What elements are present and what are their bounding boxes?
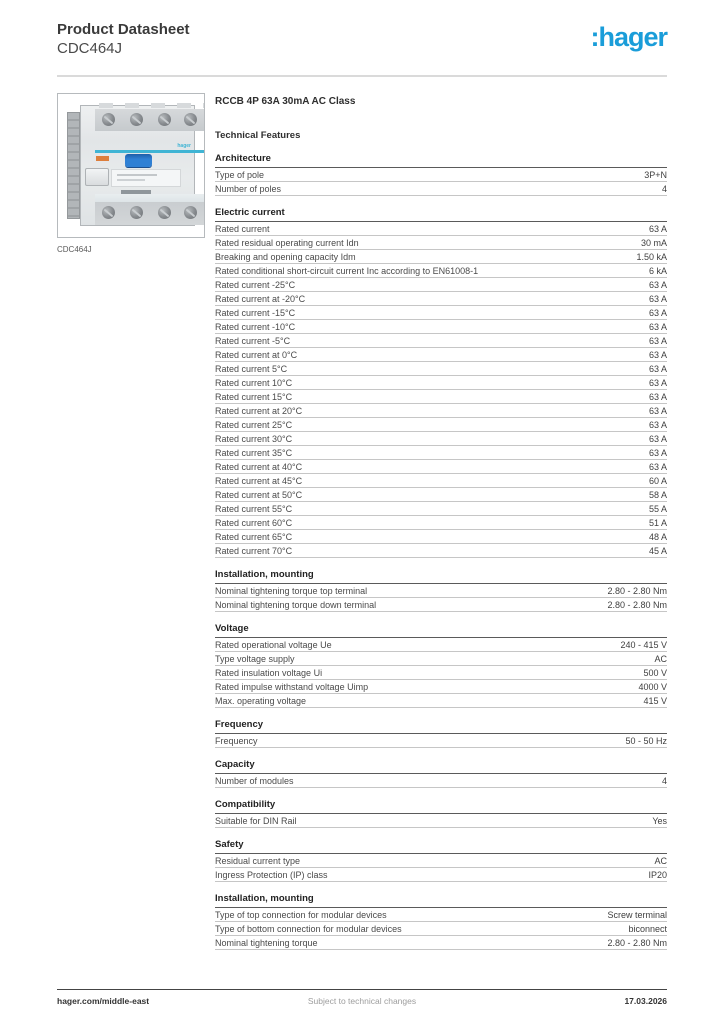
spec-value: 60 A (648, 476, 667, 486)
spec-value: 63 A (648, 420, 667, 430)
spec-row (215, 460, 667, 474)
spec-sections (215, 153, 667, 950)
spec-row (215, 222, 667, 236)
spec-label: Rated current at 40°C (215, 462, 303, 472)
footer-date: 17.03.2026 (624, 996, 667, 1006)
spec-row (215, 774, 667, 788)
spec-row (215, 404, 667, 418)
spec-label: Rated current 25°C (215, 420, 293, 430)
bottom-screw-4 (184, 206, 197, 219)
device-body (80, 105, 195, 226)
spec-section (215, 207, 667, 558)
device-brand-text: hager (177, 143, 191, 149)
spec-value: 1.50 kA (636, 252, 667, 262)
spec-row (215, 432, 667, 446)
spec-label: Rated current 10°C (215, 378, 293, 388)
spec-section (215, 759, 667, 788)
spec-value: 50 - 50 Hz (625, 736, 667, 746)
section-title: Installation, mounting (215, 569, 667, 584)
product-image (57, 93, 205, 238)
spec-row (215, 334, 667, 348)
spec-row (215, 936, 667, 950)
spec-row (215, 446, 667, 460)
spec-label: Rated current -25°C (215, 280, 296, 290)
spec-label: Rated current (215, 224, 270, 234)
spec-row (215, 652, 667, 666)
spec-value: Screw terminal (607, 910, 667, 920)
spec-value: 4 (661, 184, 667, 194)
spec-column (215, 93, 667, 950)
spec-row (215, 544, 667, 558)
rating-label-panel (111, 169, 181, 187)
spec-value: 55 A (648, 504, 667, 514)
top-screw-1 (102, 113, 115, 126)
spec-value: 30 mA (640, 238, 667, 248)
spec-row (215, 168, 667, 182)
section-title: Installation, mounting (215, 893, 667, 908)
spec-label: Rated current at 20°C (215, 406, 303, 416)
spec-value: 63 A (648, 308, 667, 318)
spec-label: Type of top connection for modular devices (215, 910, 387, 920)
document-title: Product Datasheet (57, 21, 190, 38)
spec-value: 51 A (648, 518, 667, 528)
spec-row (215, 694, 667, 708)
spec-value: 63 A (648, 406, 667, 416)
main-content (57, 93, 667, 950)
spec-row (215, 908, 667, 922)
spec-section (215, 569, 667, 612)
spec-value: 63 A (648, 280, 667, 290)
spec-row (215, 182, 667, 196)
spec-value: 63 A (648, 350, 667, 360)
spec-value: 63 A (648, 434, 667, 444)
spec-value: 2.80 - 2.80 Nm (607, 600, 667, 610)
hager-logo: :hager (590, 22, 667, 52)
spec-label: Rated current at 0°C (215, 350, 298, 360)
spec-row (215, 320, 667, 334)
spec-value: 63 A (648, 336, 667, 346)
spec-label: Ingress Protection (IP) class (215, 870, 328, 880)
product-image-caption: CDC464J (57, 245, 92, 254)
spec-value: 48 A (648, 532, 667, 542)
product-reference: CDC464J (57, 40, 123, 57)
spec-row (215, 418, 667, 432)
spec-row (215, 390, 667, 404)
spec-row (215, 530, 667, 544)
spec-label: Rated current -5°C (215, 336, 291, 346)
spec-label: Rated current 60°C (215, 518, 293, 528)
product-image-column (57, 93, 205, 254)
spec-value: 45 A (648, 546, 667, 556)
rccb-device-illustration (67, 105, 195, 226)
spec-value: 2.80 - 2.80 Nm (607, 586, 667, 596)
spec-label: Number of modules (215, 776, 294, 786)
toggle-lever (85, 168, 109, 186)
spec-label: Rated residual operating current Idn (215, 238, 359, 248)
spec-row (215, 278, 667, 292)
spec-row (215, 814, 667, 828)
spec-label: Type of pole (215, 170, 265, 180)
cyan-brand-stripe (95, 150, 205, 153)
section-title: Capacity (215, 759, 667, 774)
blue-toggle-switch (125, 154, 152, 167)
spec-label: Nominal tightening torque top terminal (215, 586, 368, 596)
spec-label: Frequency (215, 736, 258, 746)
spec-row (215, 348, 667, 362)
footer-disclaimer: Subject to technical changes (307, 996, 417, 1006)
section-title: Frequency (215, 719, 667, 734)
spec-value: 4000 V (638, 682, 667, 692)
spec-label: Rated impulse withstand voltage Uimp (215, 682, 369, 692)
spec-label: Rated current 35°C (215, 448, 293, 458)
spec-label: Rated insulation voltage Ui (215, 668, 323, 678)
top-screw-4 (184, 113, 197, 126)
spec-row (215, 734, 667, 748)
spec-label: Residual current type (215, 856, 301, 866)
section-title: Architecture (215, 153, 667, 168)
spec-label: Suitable for DIN Rail (215, 816, 297, 826)
spec-row (215, 854, 667, 868)
spec-label: Type of bottom connection for modular devices (215, 924, 402, 934)
section-title: Compatibility (215, 799, 667, 814)
technical-features-heading: Technical Features (215, 130, 301, 141)
spec-value: IP20 (648, 870, 667, 880)
spec-section (215, 799, 667, 828)
spec-value: 2.80 - 2.80 Nm (607, 938, 667, 948)
spec-label: Rated current 65°C (215, 532, 293, 542)
spec-value: 6 kA (648, 266, 667, 276)
spec-value: 63 A (648, 462, 667, 472)
spec-value: AC (654, 654, 667, 664)
spec-row (215, 922, 667, 936)
header-titles (57, 20, 190, 58)
section-title: Safety (215, 839, 667, 854)
top-screw-2 (130, 113, 143, 126)
spec-value: 240 - 415 V (620, 640, 667, 650)
spec-label: Rated current -10°C (215, 322, 296, 332)
spec-label: Rated current 30°C (215, 434, 293, 444)
page-footer (57, 996, 667, 1006)
spec-section (215, 893, 667, 950)
spec-label: Breaking and opening capacity Idm (215, 252, 356, 262)
bottom-screw-1 (102, 206, 115, 219)
spec-label: Type voltage supply (215, 654, 295, 664)
spec-label: Rated current 55°C (215, 504, 293, 514)
spec-row (215, 306, 667, 320)
spec-row (215, 292, 667, 306)
page-header (57, 20, 667, 58)
spec-section (215, 839, 667, 882)
spec-row (215, 362, 667, 376)
spec-value: 63 A (648, 448, 667, 458)
spec-value: 58 A (648, 490, 667, 500)
spec-value: 500 V (643, 668, 667, 678)
spec-row (215, 598, 667, 612)
spec-label: Rated current at 50°C (215, 490, 303, 500)
spec-row (215, 236, 667, 250)
spec-row (215, 376, 667, 390)
spec-row (215, 264, 667, 278)
spec-row (215, 584, 667, 598)
spec-value: 415 V (643, 696, 667, 706)
spec-label: Max. operating voltage (215, 696, 307, 706)
spec-row (215, 502, 667, 516)
spec-row (215, 250, 667, 264)
spec-row (215, 666, 667, 680)
spec-section (215, 153, 667, 196)
footer-website-link[interactable]: hager.com/middle-east (57, 996, 150, 1006)
orange-label (96, 156, 109, 161)
header-divider (57, 75, 667, 77)
spec-label: Nominal tightening torque down terminal (215, 600, 377, 610)
footer-divider (57, 989, 667, 990)
spec-label: Rated current at 45°C (215, 476, 303, 486)
spec-value: 63 A (648, 378, 667, 388)
spec-label: Rated conditional short-circuit current Inc according to EN61008-1 (215, 266, 479, 276)
spec-value: 4 (661, 776, 667, 786)
spec-value: 63 A (648, 294, 667, 304)
spec-value: biconnect (628, 924, 667, 934)
device-top-clips (99, 103, 204, 108)
bottom-screw-2 (130, 206, 143, 219)
spec-value: 63 A (648, 322, 667, 332)
spec-label: Nominal tightening torque (215, 938, 318, 948)
spec-section (215, 623, 667, 708)
spec-label: Rated operational voltage Ue (215, 640, 332, 650)
spec-value: AC (654, 856, 667, 866)
top-screw-3 (158, 113, 171, 126)
spec-value: 63 A (648, 364, 667, 374)
section-title: Voltage (215, 623, 667, 638)
section-title: Electric current (215, 207, 667, 222)
spec-row (215, 680, 667, 694)
product-title: RCCB 4P 63A 30mA AC Class (215, 96, 356, 107)
spec-row (215, 868, 667, 882)
spec-value: 3P+N (644, 170, 667, 180)
spec-label: Number of poles (215, 184, 282, 194)
din-rail-strip (67, 112, 80, 219)
spec-value: 63 A (648, 224, 667, 234)
spec-section (215, 719, 667, 748)
spec-label: Rated current 5°C (215, 364, 288, 374)
bottom-screw-3 (158, 206, 171, 219)
spec-row (215, 516, 667, 530)
spec-value: Yes (652, 816, 667, 826)
spec-label: Rated current 15°C (215, 392, 293, 402)
spec-label: Rated current at -20°C (215, 294, 306, 304)
spec-row (215, 488, 667, 502)
spec-label: Rated current 70°C (215, 546, 293, 556)
spec-label: Rated current -15°C (215, 308, 296, 318)
spec-row (215, 638, 667, 652)
spec-row (215, 474, 667, 488)
spec-value: 63 A (648, 392, 667, 402)
